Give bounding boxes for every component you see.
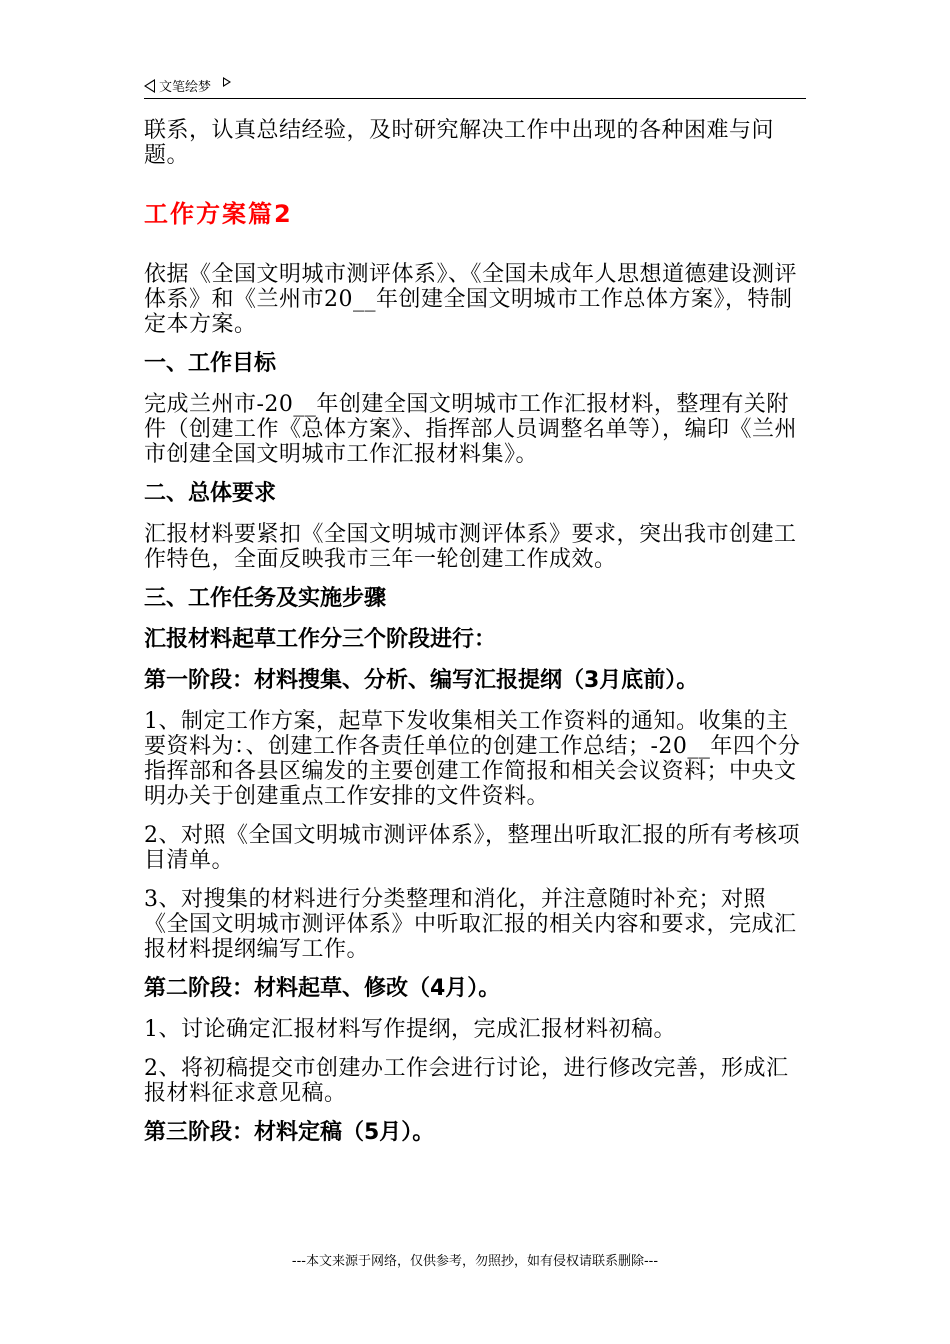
- goal-paragraph: 完成兰州市-20__年创建全国文明城市工作汇报材料，整理有关附件（创建工作《总体方案》、指挥部人员调整名单等），编印《兰州市创建全国文明城市工作汇报材料集》。: [144, 392, 798, 467]
- intro-paragraph: 联系，认真总结经验，及时研究解决工作中出现的各种困难与问题。: [144, 118, 775, 168]
- header-brand: [144, 76, 231, 95]
- stage3-heading: 第三阶段：材料定稿（5月）。: [144, 1120, 435, 1145]
- stage1-heading: 第一阶段：材料搜集、分析、编写汇报提纲（3月底前）。: [144, 668, 699, 693]
- document-body: [144, 118, 810, 1161]
- footer-disclaimer: ---本文来源于网络，仅供参考，勿照抄，如有侵权请联系删除---: [291, 1254, 659, 1269]
- basis-paragraph: 依据《全国文明城市测评体系》、《全国未成年人思想道德建设测评体系》和《兰州市20__年创建全国文明城市工作总体方案》，特制定本方案。: [144, 262, 798, 337]
- section-title: 工作方案篇2: [144, 200, 293, 228]
- stage2-item-1: 1、讨论确定汇报材料写作提纲，完成汇报材料初稿。: [144, 1017, 676, 1042]
- stage1-item-1: 1、制定工作方案，起草下发收集相关工作资料的通知。收集的主要资料为：、创建工作各责任单位的创建工作总结；-20__年四个分指挥部和各县区编发的主要创建工作简报和相关会议资料；中央文明办关于创建重点工作安排的文件资料。: [144, 709, 801, 809]
- stage2-heading: 第二阶段：材料起草、修改（4月）。: [144, 976, 501, 1001]
- page-header: [144, 74, 806, 99]
- stage1-item-2: 2、对照《全国文明城市测评体系》，整理出听取汇报的所有考核项目清单。: [144, 823, 800, 873]
- requirements-paragraph: 汇报材料要紧扣《全国文明城市测评体系》要求，突出我市创建工作特色，全面反映我市三年一轮创建工作成效。: [144, 522, 797, 572]
- left-triangle-icon: [144, 79, 155, 93]
- heading-goal: 一、工作目标: [144, 351, 277, 376]
- stage1-item-3: 3、对搜集的材料进行分类整理和消化，并注意随时补充；对照《全国文明城市测评体系》中听取汇报的相关内容和要求，完成汇报材料提纲编写工作。: [144, 887, 797, 962]
- heading-stages: 汇报材料起草工作分三个阶段进行：: [144, 627, 497, 652]
- heading-requirements: 二、总体要求: [144, 481, 277, 506]
- brand-text: 文笔绘梦: [159, 80, 212, 95]
- heading-tasks: 三、工作任务及实施步骤: [144, 586, 387, 611]
- stage2-item-2: 2、将初稿提交市创建办工作会进行讨论，进行修改完善，形成汇报材料征求意见稿。: [144, 1056, 789, 1106]
- right-triangle-icon: [223, 77, 231, 87]
